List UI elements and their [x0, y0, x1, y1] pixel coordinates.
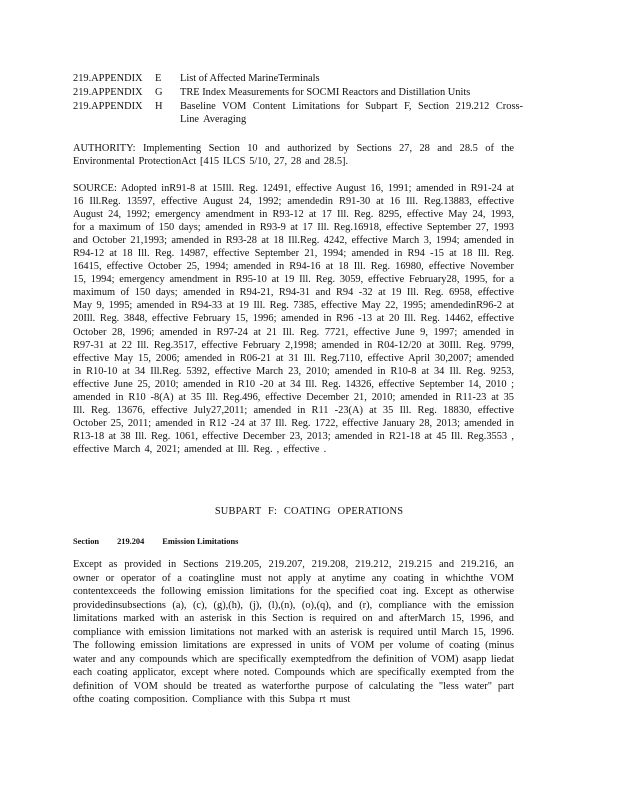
authority-paragraph: AUTHORITY: Implementing Section 10 and authorized by Sections 27, 28 and 28.5 of the Environmental ProtectionAct [415 ILCS 5/10, 27, 28 and 28.5]. [73, 143, 514, 168]
section-label: Section [73, 537, 100, 546]
appendix-letter: G [155, 87, 163, 98]
appendix-number: 219.APPENDIX [73, 101, 143, 112]
section-title: Emission Limitations [162, 537, 239, 546]
subpart-heading: SUBPART F: COATING OPERATIONS [214, 506, 404, 517]
appendix-number: 219.APPENDIX [73, 73, 143, 84]
appendix-letter: E [155, 73, 162, 84]
appendix-entry [73, 72, 320, 85]
appendix-description: List of Affected MarineTerminals [180, 73, 320, 84]
appendix-entry [73, 86, 471, 99]
appendix-entry [73, 100, 523, 126]
appendix-number: 219.APPENDIX [73, 87, 143, 98]
appendix-description: TRE Index Measurements for SOCMI Reactors and Distillation Units [180, 87, 471, 98]
appendix-description: Baseline VOM Content Limitations for Subpart F, Section 219.212 Cross-Line Averaging [180, 101, 523, 126]
source-note: SOURCE: Adopted inR91-8 at 15Ill. Reg. 12491, effective August 16, 1991; amended in R91-24 at 16 Ill.Reg. 13597, effective August 24, 1992; amendedin R91-30 at 16 Ill. Reg.13883, effective August 24, 1992; emergency amendment in R93-12 at 17 Ill. Reg. 8295, effective May 24, 1993, for a maximum of 150 days; amended in R93-9 at 17 Ill. Reg.16918, effective September 27, 1993 and October 21,1993; amended in R93-28 at 18 Ill.Reg. 4242, effective March 3, 1994; amended in R94-12 at 18 Ill. Reg. 14987, effective September 21, 1994; amended in R94 -15 at 18 Ill. Reg. 16415, effective October 25, 1994; amended in R94-16 at 18 Ill. Reg. 16980, effective November 15, 1994; emergency amendment in R95-10 at 19 Ill. Reg. 3059, effective February28, 1995, for a maximum of 150 days; amended in R94-21, R94-31 and R94 -32 at 19 Ill. Reg. 6958, effective May 9, 1995; amended in R94-33 at 19 Ill. Reg. 7385, effective May 22, 1995; amendedinR96-2 at 20Ill. Reg. 3848, effective February 15, 1996; amended in R96 -13 at 20 Ill. Reg. 14462, effective October 28, 1996; amended in R97-24 at 21 Ill. Reg. 7721, effective June 9, 1997; amended in R97-31 at 22 Ill. Reg.3517, effective February 2,1998; amended in R04-12/20 at 30Ill. Reg. 9799, effective May 15, 2006; amended in R06-21 at 31 Ill. Reg.7110, effective April 30,2007; amended in R10-10 at 34 Ill.Reg. 5392, effective March 23, 2010; amended in R10-8 at 34 Ill. Reg. 9253, effective June 25, 2010; amended in R10 -20 at 34 Ill. Reg. 14326, effective September 14, 2010 ; amended in R10 -8(A) at 35 Ill. Reg.496, effective December 21, 2010; amended in R11-23 at 35 Ill. Reg. 13676, effective July27,2011; amended in R11 -23(A) at 35 Ill. Reg. 18830, effective October 25, 2011; amended in R12 -24 at 37 Ill. Reg. 1722, effective January 28, 2013; amended in R13-18 at 38 Ill. Reg. 1061, effective December 23, 2013; amended in R21-18 at 45 Ill. Reg.3553 , effective March 4, 2021; amended at Ill. Reg. , effective . [73, 183, 514, 455]
body-paragraph: Except as provided in Sections 219.205, 219.207, 219.208, 219.212, 219.215 and 219.216, an owner or operator of a coatingline must not apply at anytime any coating in whichthe VOM contentexceeds the following emission limitations for the specified coat ing. Except as otherwise providedinsubsections (a), (c), (g),(h), (j), (l),(n), (o),(q), and (r), compliance with the emission limitations marked with an asterisk in this Section is required on and afterMarch 15, 1996, and compliance with emission limitations not marked with an asterisk is required until March 15, 1996. The following emission limitations are expressed in units of VOM per volume of coating (minus water and any compounds which are specifically exemptedfrom the definition of VOM) asapp liedat each coating applicator, except where noted. Compounds which are specifically exempted from the definition of VOM should be treated as waterforthe purpose of calculating the "less water" part ofthe coating composition. Compliance with this Subpa rt must [73, 559, 514, 705]
appendix-letter: H [155, 101, 163, 112]
section-number: 219.204 [117, 537, 145, 546]
section-heading [73, 535, 256, 548]
